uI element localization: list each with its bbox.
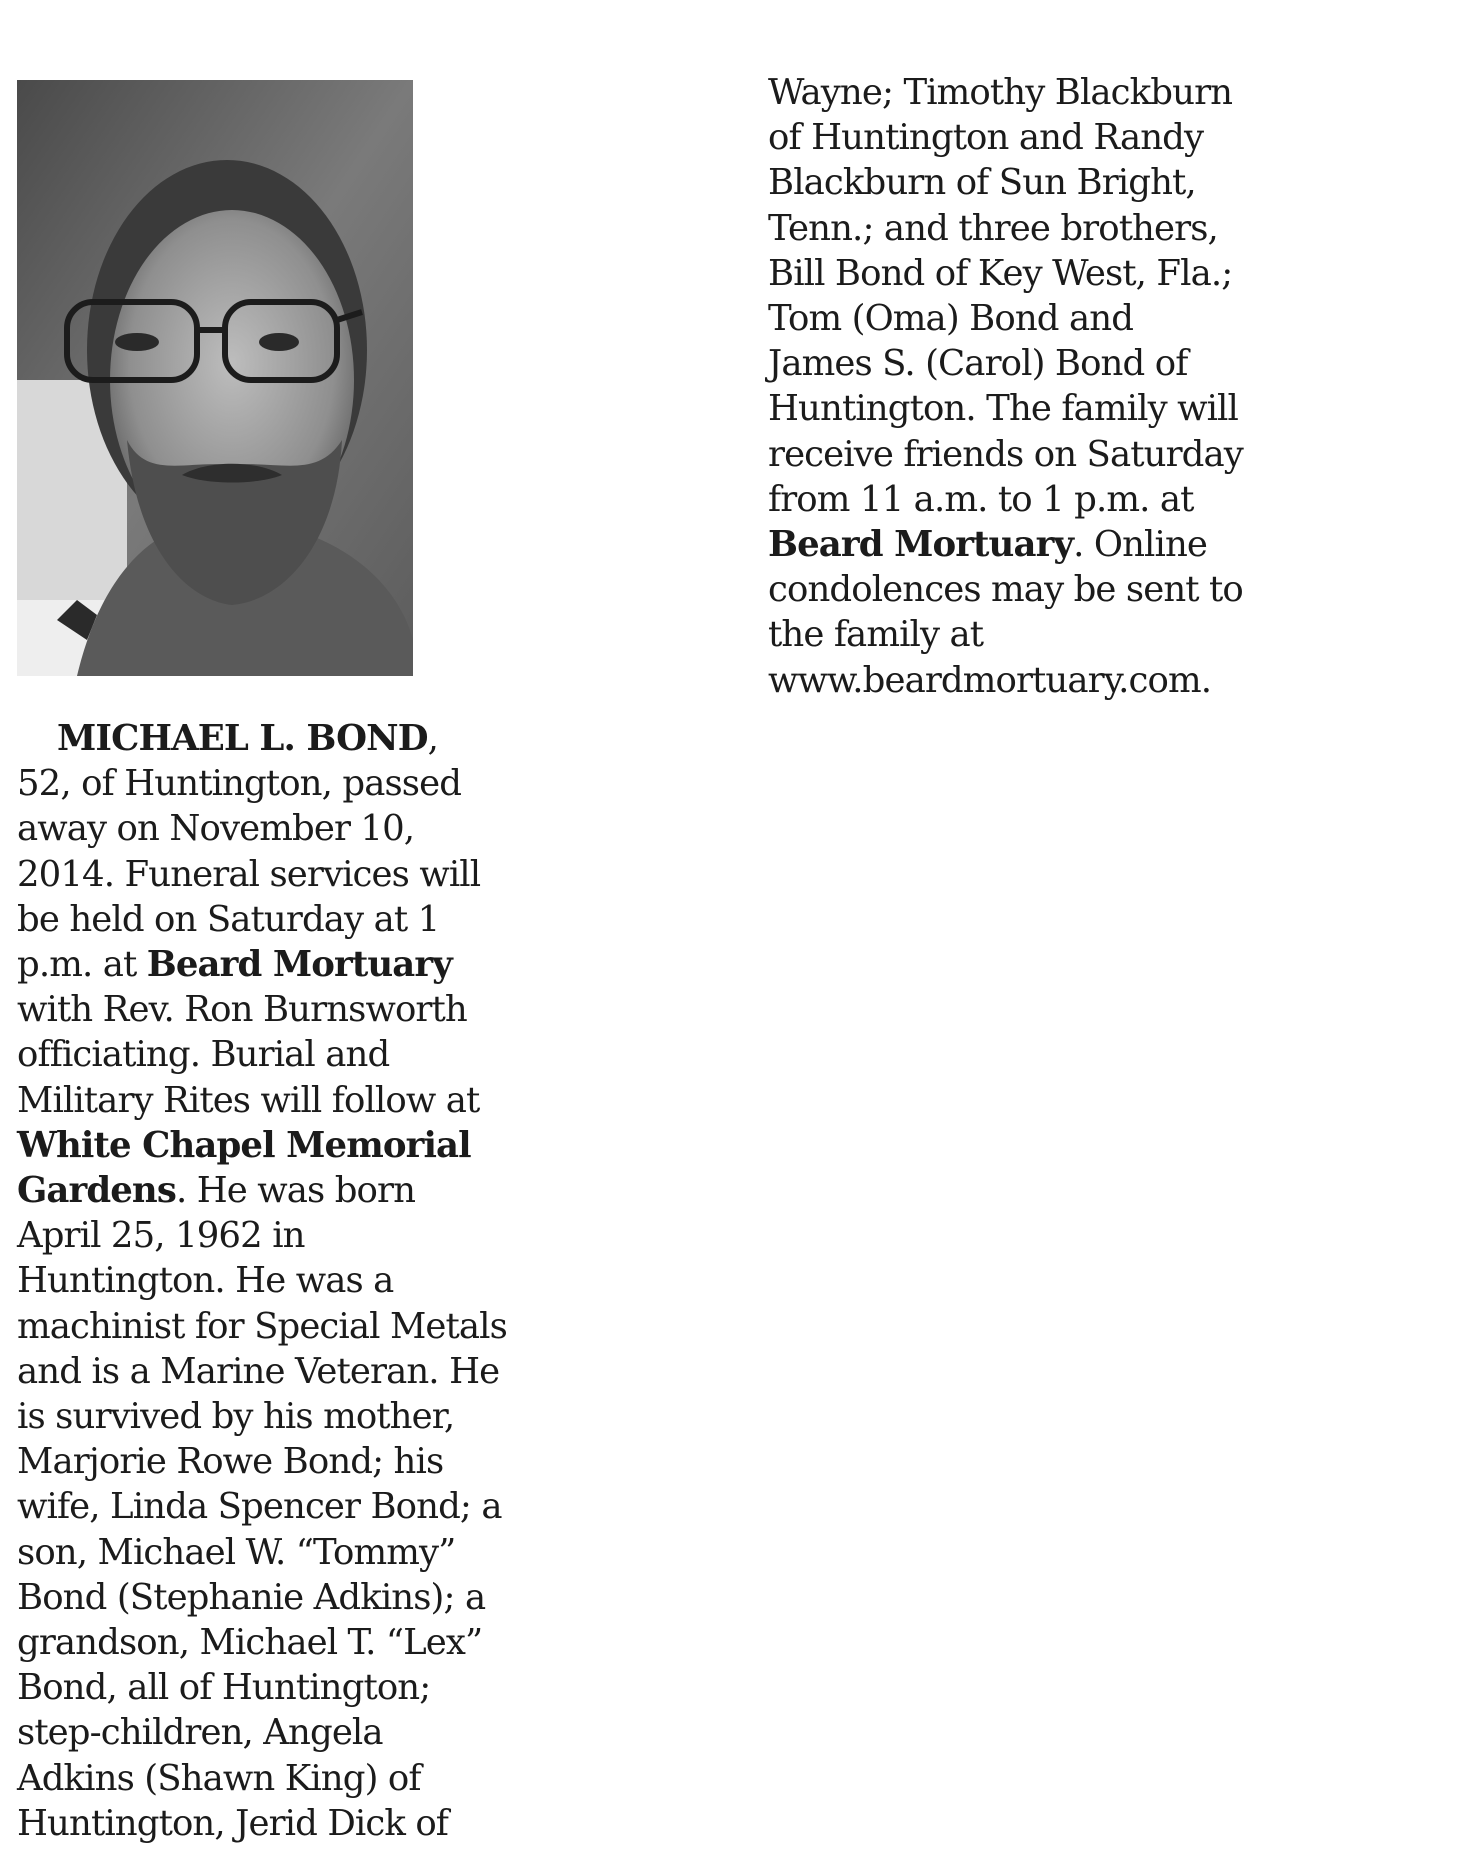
text-line: from 11 a.m. to 1 p.m. at [768, 478, 1194, 520]
text-line: away on November 10, [17, 808, 415, 850]
mortuary-name: Beard Mortuary [146, 944, 452, 986]
text-line: Wayne; Timothy Blackburn [768, 72, 1233, 113]
text-run: . Online [1073, 524, 1208, 566]
text-line [17, 1168, 507, 1213]
text-line: Blackburn of Sun Bright, [768, 162, 1196, 204]
text-line: with Rev. Ron Burnsworth [17, 989, 467, 1031]
text-line: officiating. Burial and [17, 1034, 390, 1076]
text-line: son, Michael W. “Tommy” [17, 1531, 456, 1573]
text-line: condolences may be sent to [768, 569, 1243, 611]
text-line: Adkins (Shawn King) of [17, 1757, 421, 1799]
text-line: step-children, Angela [17, 1712, 383, 1754]
text-run: . He was born [175, 1170, 416, 1212]
text-line: Huntington. The family will [768, 388, 1238, 430]
text-line: machinist for Special Metals [17, 1305, 507, 1347]
portrait-illustration [17, 80, 413, 676]
mortuary-name: Beard Mortuary [768, 524, 1074, 566]
text-line: Military Rites will follow at [17, 1079, 480, 1121]
text-line: Huntington, Jerid Dick of [17, 1802, 449, 1844]
obituary-left-column [17, 716, 507, 1846]
text-line: Bond, all of Huntington; [17, 1667, 431, 1709]
text-line: wife, Linda Spencer Bond; a [17, 1486, 502, 1528]
cemetery-name-end: Gardens [17, 1170, 176, 1212]
text-line: and is a Marine Veteran. He [17, 1350, 500, 1392]
text-line: of Huntington and Randy [768, 117, 1204, 159]
text-line: James S. (Carol) Bond of [768, 343, 1188, 385]
text-line: Tenn.; and three brothers, [768, 207, 1218, 249]
text-line: receive friends on Saturday [768, 433, 1243, 475]
text-line: April 25, 1962 in [17, 1215, 305, 1257]
obituary-right-column [768, 70, 1243, 703]
website-url: www.beardmortuary.com. [768, 659, 1212, 701]
text-line: Huntington. He was a [17, 1260, 394, 1302]
text-line: grandson, Michael T. “Lex” [17, 1622, 483, 1664]
cemetery-name: White Chapel Memorial [17, 1124, 471, 1166]
text-line [768, 522, 1243, 567]
text-line: Bill Bond of Key West, Fla.; [768, 252, 1233, 294]
deceased-name: MICHAEL L. BOND [57, 718, 428, 759]
text-line: is survived by his mother, [17, 1396, 455, 1438]
text-line: Tom (Oma) Bond and [768, 298, 1134, 340]
portrait-photo [17, 80, 413, 676]
name-comma: , [427, 718, 439, 759]
text-run: p.m. at [17, 944, 147, 986]
text-line: Bond (Stephanie Adkins); a [17, 1576, 486, 1618]
text-line: 2014. Funeral services will [17, 853, 481, 895]
text-line: the family at [768, 614, 984, 656]
text-line: Marjorie Rowe Bond; his [17, 1441, 444, 1483]
text-line [17, 942, 507, 987]
text-line: be held on Saturday at 1 [17, 898, 440, 940]
text-line [17, 716, 507, 761]
text-line: 52, of Huntington, passed [17, 763, 462, 805]
